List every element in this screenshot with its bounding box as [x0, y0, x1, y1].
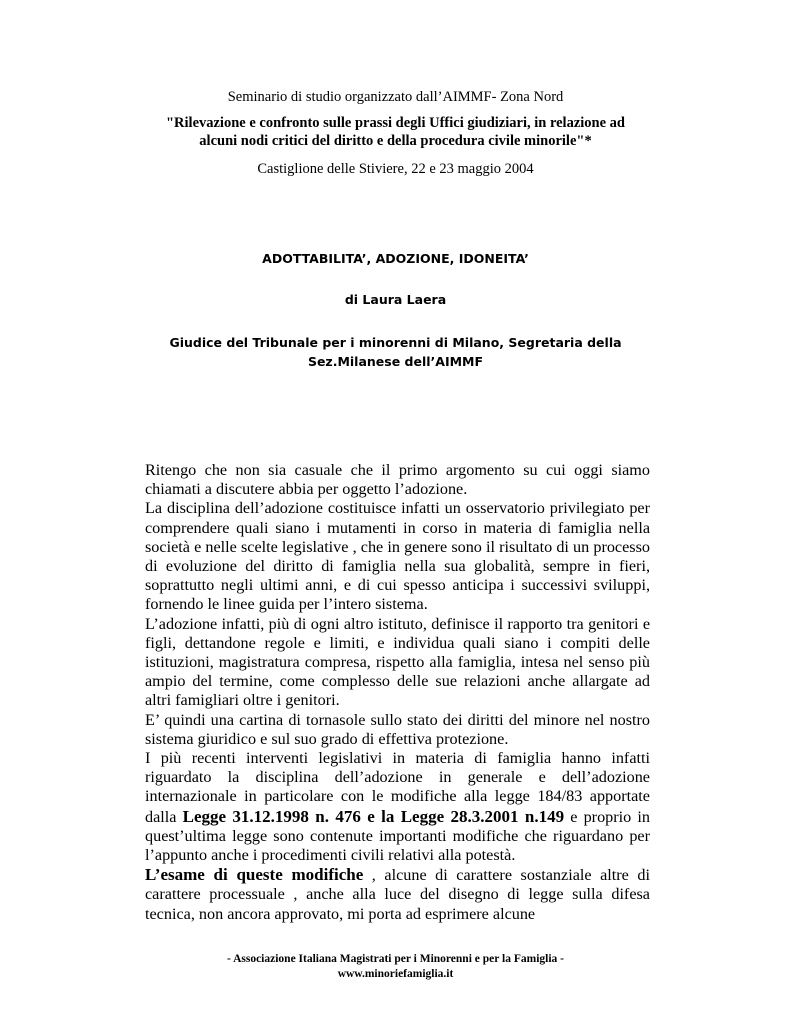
paper-title: ADOTTABILITA’, ADOZIONE, IDONEITA’ [262, 251, 529, 266]
paragraph-6-end: , alcune di carattere sostanziale altre di carattere processuale , anche alla luce del disegno di legge sulla difesa tecnica, non ancora approvato, mi porta ad esprimere alcune [145, 866, 650, 923]
seminar-title-line-2: alcuni nodi critici del diritto e della procedura civile minorile"* [199, 133, 592, 149]
page-footer [100, 952, 691, 982]
author-affiliation [110, 333, 681, 371]
paragraph-6-lead: L’esame di queste modifiche [145, 865, 364, 885]
footer-website: www.minoriefamiglia.it [337, 968, 454, 980]
paragraph-6 [145, 865, 650, 924]
affiliation-line-2: Sez.Milanese dell’AIMMF [307, 354, 484, 369]
paragraph-3: L’adozione infatti, più di ogni altro istituto, definisce il rapporto tra genitori e figli, dettandone regole e limiti, e individua quali siano i compiti delle istituzioni, magistratura compresa, rispetto alla famiglia, intesa nel senso più ampio del termine, come complesso delle sue relazioni anche allargate ad altri famigliari oltre i genitori. [145, 614, 650, 710]
paper-author: di Laura Laera [344, 292, 447, 307]
paragraph-4: E’ quindi una cartina di tornasole sullo stato dei diritti del minore nel nostro sistema giuridico e sul suo grado di effettiva protezione. [145, 710, 650, 748]
seminar-header [100, 88, 691, 178]
paragraph-5-start: I più recenti interventi legislativi in materia di famiglia hanno infatti riguardato la disciplina dell’adozione in generale e dell’adozione internazionale in particolare con le modifiche alla legge 184/83 apportate dalla [145, 749, 650, 826]
law-reference: Legge 31.12.1998 n. 476 e la Legge 28.3.2001 n.149 [182, 806, 565, 826]
seminar-place-date: Castiglione delle Stiviere, 22 e 23 maggio 2004 [257, 161, 534, 177]
seminar-title-line-1: "Rilevazione e confronto sulle prassi degli Uffici giudiziari, in relazione ad [165, 115, 625, 131]
paper-title-block [110, 250, 681, 268]
affiliation-line-1: Giudice del Tribunale per i minorenni di Milano, Segretaria della [169, 335, 622, 350]
seminar-organizer: Seminario di studio organizzato dall’AIMMF- Zona Nord [227, 89, 564, 105]
paragraph-5-end: e proprio in quest’ultima legge sono contenute importanti modifiche che riguardano per l’appunto anche i procedimenti civili relativi alla potestà. [145, 807, 650, 865]
seminar-title [100, 114, 691, 150]
paragraph-2: La disciplina dell’adozione costituisce infatti un osservatorio privilegiato per comprendere quali siano i mutamenti in corso in materia di famiglia nella società e nelle scelte legislative , che in genere sono il risultato di un processo di evoluzione del diritto di famiglia nella sua globalità, sempre in fieri, soprattutto negli ultimi anni, e di cui spesso anticipa i successivi sviluppi, fornendo le linee guida per l’intero sistema. [145, 499, 650, 614]
paragraph-1: Ritengo che non sia casuale che il primo argomento su cui oggi siamo chiamati a discutere abbia per oggetto l’adozione. [145, 461, 650, 499]
paragraph-5 [145, 749, 650, 865]
body-text [145, 461, 650, 924]
footer-association: - Associazione Italiana Magistrati per i Minorenni e per la Famiglia - [227, 953, 564, 965]
